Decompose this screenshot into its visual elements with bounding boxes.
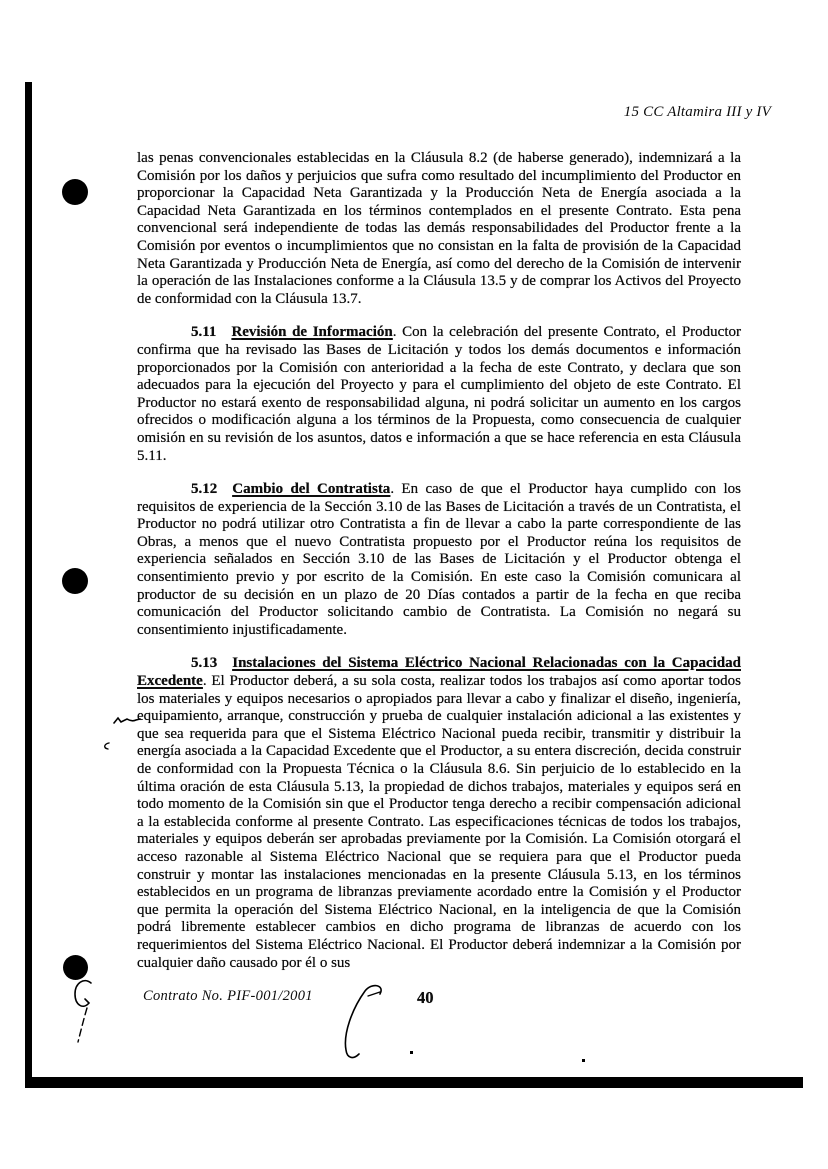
paragraph-continuation [137,150,741,308]
paragraph-text: las penas convencionales establecidas en la Cláusula 8.2 (de haberse generado), indemnizará a la Comisión por los daños y perjuicios que sufra como resultado del incumplimiento del Productor en proporcionar la Capacidad Neta Garantizada y la Producción Neta de Energía asociada a la Capacidad Neta Garantizada en los términos contemplados en el presente Contrato. Esta pena convencional será independiente de todas las demás responsabilidades del Productor frente a la Comisión por eventos o incumplimientos que no consistan en la falta de provisión de la Capacidad Neta Garantizada y Producción Neta de Energía, así como del derecho de la Comisión de intervenir la operación de las Instalaciones conforme a la Cláusula 13.5 y de comprar los Activos del Proyecto de conformidad con la Cláusula 13.7. [137,150,741,307]
margin-scribble-2 [105,743,109,749]
punch-dot-2 [62,568,88,594]
handwritten-g-tail [78,1008,87,1042]
punch-dot-3 [63,955,88,980]
paragraph-5-11 [137,324,741,465]
scan-edge-bottom [25,1077,803,1088]
paragraph-5-12 [137,481,741,639]
section-number-5-12: 5.12 [191,481,218,498]
section-heading-5-13: Instalaciones del Sistema Eléctrico Nacional Relacionadas con la Capacidad Excedente [137,655,741,690]
section-heading-5-11: Revisión de Información [231,324,393,341]
contract-body [137,150,741,972]
curved-pen-stroke-footer [345,986,381,1058]
paragraph-text-5-11: . Con la celebración del presente Contrato, el Productor confirma que ha revisado las Bases de Licitación y todos los demás documentos e información proporcionados por la Comisión con anterioridad a la fecha de este Contrato, y declara que son adecuados para la ejecución del Proyecto y para el cumplimiento del objeto de este Contrato. El Productor no estará exento de responsabilidad alguna, ni podrá solicitar un aumento en los cargos ofrecidos o modificación alguna a los términos de la Propuesta, como consecuencia de cualquier omisión en su revisión de los asuntos, datos e información a que se hace referencia en esta Cláusula 5.11. [137,324,741,464]
ink-speck-2 [582,1059,585,1062]
paragraph-5-13 [137,655,741,972]
scan-edge-left [25,82,32,1088]
section-heading-5-12: Cambio del Contratista [232,481,391,498]
paragraph-text-5-13: . El Productor deberá, a su sola costa, realizar todos los trabajos así como aportar todos los materiales y equipos necesarios o apropiados para llevar a cabo y finalizar el diseño, ingeniería, equipamiento, arranque, construcción y prueba de cualquier instalación adicional a las existentes y que sea requerida para que el Sistema Eléctrico Nacional pueda recibir, transmitir y distribuir la energía asociada a la Capacidad Excedente que el Productor, a su entera discreción, decida construir de conformidad con la Propuesta Técnica o la Cláusula 8.6. Sin perjuicio de lo establecido en la última oración de esta Cláusula 5.13, la propiedad de dichos trabajos, materiales y equipos será en todo momento de la Comisión sin que el Productor tenga derecho a recibir compensación adicional a la establecida conforme al presente Contrato. Las especificaciones técnicas de todos los trabajos, materiales y equipos deberán ser aprobadas previamente por la Comisión. La Comisión otorgará el acceso razonable al Sistema Eléctrico Nacional que se requiera para que el Productor pueda construir y montar las instalaciones mencionadas en la presente Cláusula 5.13, en los términos establecidos en un programa de libranzas previamente acordado entre la Comisión y el Productor que permita la operación del Sistema Eléctrico Nacional, en la inteligencia de que la Comisión podrá libremente establecer cambios en dicho programa de libranzas de acuerdo con los requerimientos del Sistema Eléctrico Nacional. El Productor deberá indemnizar a la Comisión por cualquier daño causado por él o sus [137,673,741,971]
page-number: 40 [417,988,434,1007]
punch-dot-1 [62,179,88,205]
section-number-5-13: 5.13 [191,655,218,672]
section-number-5-11: 5.11 [191,324,217,341]
ink-speck-1 [410,1051,413,1054]
paragraph-text-5-12: . En caso de que el Productor haya cumplido con los requisitos de experiencia de la Sección 3.10 de las Bases de Licitación a través de un Contratista, el Productor no podrá utilizar otro Contratista a fin de llevar a cabo la parte correspondiente de las Obras, a menos que el nuevo Contratista propuesto por el Productor reúna los requisitos de experiencia señalados en Sección 3.10 de las Bases de Licitación y el Productor obtenga el consentimiento previo y por escrito de la Comisión. En este caso la Comisión comunicara al productor de su decisión en un plazo de 20 Días contados a partir de la fecha en que reciba comunicación del Productor solicitando cambio de Contratista. La Comisión no negará su consentimiento injustificadamente. [137,481,741,638]
contract-number: Contrato No. PIF-001/2001 [143,988,313,1004]
pen-stroke-crossbar [368,992,380,996]
header-case-annotation: 15 CC Altamira III y IV [623,104,771,120]
handwritten-g-mark [75,981,91,1007]
